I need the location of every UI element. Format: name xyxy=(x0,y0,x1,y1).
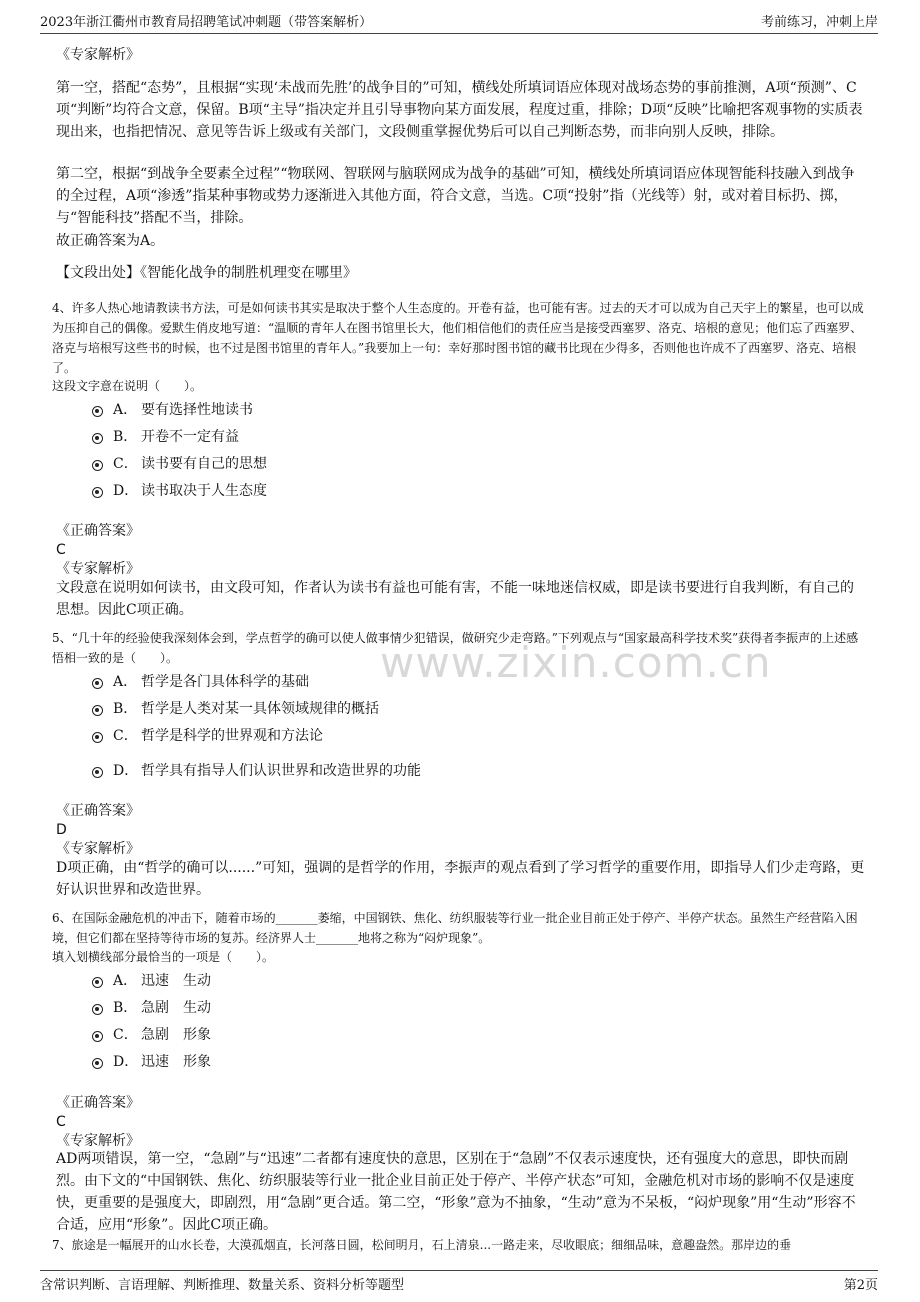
q3-source: 【文段出处】《智能化战争的制胜机理变在哪里》 xyxy=(56,265,357,281)
q7-stem: 7、旅途是一幅展开的山水长卷，大漠孤烟直，长河落日圆，松间明月，石上清泉...一路走来，尽收眼底；细细品味，意趣盎然。那岸边的垂 xyxy=(52,1238,792,1252)
page-footer xyxy=(40,1270,878,1293)
radio-icon[interactable] xyxy=(92,732,103,743)
radio-icon[interactable] xyxy=(92,767,103,778)
q6-ask: 填入划横线部分最恰当的一项是（ ）。 xyxy=(52,950,275,964)
header-title: 2023年浙江衢州市教育局招聘笔试冲刺题（带答案解析） xyxy=(40,15,373,30)
page-header xyxy=(40,8,878,34)
q6-stem: 6、在国际金融危机的冲击下，随着市场的_______萎缩，中国钢铁、焦化、纺织服装等行业一批企业目前正处于停产、半停产状态。虽然生产经营陷入困境，但它们都在坚持等待市场的复苏。经济界人士_______地将之称为“闷炉现象”。 xyxy=(52,911,858,945)
q6-option-b[interactable]: B． 急剧 生动 xyxy=(92,997,211,1017)
q5-analysis: D项正确，由“哲学的确可以......”可知，强调的是哲学的作用，李振声的观点看到了学习哲学的重要作用，即指导人们少走弯路，更好认识世界和改造世界。 xyxy=(56,860,865,898)
radio-icon[interactable] xyxy=(92,1031,103,1042)
q5-stem: 5、“几十年的经验使我深刻体会到，学点哲学的确可以使人做事情少犯错误，做研究少走弯路。”下列观点与“国家最高科学技术奖”获得者李振声的上述感悟相一致的是（ ）。 xyxy=(52,631,859,665)
q4-stem: 4、许多人热心地请教读书方法，可是如何读书其实是取决于整个人生态度的。开卷有益，也可能有害。过去的天才可以成为自己天宇上的繁星，也可以成为压抑自己的偶像。爱默生俏皮地写道：“温顺的青年人在图书馆里长大，他们相信他们的责任应当是接受西塞罗、洛克、培根的意见；他们忘了西塞罗、洛克与培根写这些书的时候，也不过是图书馆里的青年人。”我要加上一句：幸好那时图书馆的藏书比现在少得多，否则他也许成不了西塞罗、洛克、培根了。 xyxy=(52,301,864,375)
radio-icon[interactable] xyxy=(92,678,103,689)
q3-analysis-para1: 第一空，搭配“态势”，且根据“实现‘未战而先胜’的战争目的”可知，横线处所填词语应体现对战场态势的事前推测，A项“预测”、C项“判断”均符合文意，保留。B项“主导”指决定并且引导事物向某方面发展，程度过重，排除；D项“反映”比喻把客观事物的实质表现出来，也指把情况、意见等告诉上级或有关部门，文段侧重掌握优势后可以自己判断态势，而非向别人反映，排除。 xyxy=(56,80,863,140)
q4-option-a[interactable]: A． 要有选择性地读书 xyxy=(92,399,253,419)
q6-expert-heading: 《专家解析》 xyxy=(56,1133,140,1149)
radio-icon[interactable] xyxy=(92,705,103,716)
q4-expert-heading: 《专家解析》 xyxy=(56,561,140,577)
q5-option-c[interactable]: C． 哲学是科学的世界观和方法论 xyxy=(92,725,323,745)
q3-analysis-para2: 第二空，根据“到战争全要素全过程”“物联网、智联网与脑联网成为战争的基础”可知，横线处所填词语应体现智能科技融入到战争的全过程，A项“渗透”指某种事物或势力逐渐进入其他方面，符合文意，当选。C项“投射”指（光线等）射，或对着目标扔、掷，与“智能科技”搭配不当，排除。 xyxy=(56,166,855,226)
q5-answer: D xyxy=(56,822,67,838)
q6-analysis: AD两项错误，第一空，“急剧”与“迅速”二者都有速度快的意思，区别在于“急剧”不仅表示速度快，还有强度大的意思，即快而剧烈。由下文的“中国钢铁、焦化、纺织服装等行业一批企业目前正处于停产、半停产状态”可知，金融危机对市场的影响不仅是速度快，更重要的是强度大，即剧烈，用“急剧”更合适。第二空，“形象”意为不抽象，“生动”意为不呆板，“闷炉现象”用“生动”形容不合适，应用“形象”。因此C项正确。 xyxy=(56,1151,856,1233)
radio-icon[interactable] xyxy=(92,1004,103,1015)
q3-expert-heading: 《专家解析》 xyxy=(56,47,140,63)
radio-icon[interactable] xyxy=(92,460,103,471)
q5-option-b[interactable]: B． 哲学是人类对某一具体领域规律的概括 xyxy=(92,698,379,718)
header-slogan: 考前练习，冲刺上岸 xyxy=(760,15,878,30)
radio-icon[interactable] xyxy=(92,406,103,417)
q4-analysis: 文段意在说明如何读书，由文段可知，作者认为读书有益也可能有害，不能一味地迷信权威，即是读书要进行自我判断，有自己的思想。因此C项正确。 xyxy=(56,580,854,618)
q4-ask: 这段文字意在说明（ ）。 xyxy=(52,379,203,393)
q5-option-a[interactable]: A． 哲学是各门具体科学的基础 xyxy=(92,671,309,691)
radio-icon[interactable] xyxy=(92,977,103,988)
q3-conclusion: 故正确答案为A。 xyxy=(56,233,165,249)
watermark: www.zixin.com.cn xyxy=(380,638,772,687)
q6-option-d[interactable]: D． 迅速 形象 xyxy=(92,1051,211,1071)
page-number: 第2页 xyxy=(843,1278,878,1293)
footer-note: 含常识判断、言语理解、判断推理、数量关系、资料分析等题型 xyxy=(40,1278,405,1293)
radio-icon[interactable] xyxy=(92,1058,103,1069)
q4-option-b[interactable]: B． 开卷不一定有益 xyxy=(92,426,239,446)
radio-icon[interactable] xyxy=(92,433,103,444)
q5-option-d[interactable]: D． 哲学具有指导人们认识世界和改造世界的功能 xyxy=(92,760,421,780)
q6-answer: C xyxy=(56,1114,66,1130)
q4-option-c[interactable]: C． 读书要有自己的思想 xyxy=(92,453,267,473)
q5-expert-heading: 《专家解析》 xyxy=(56,841,140,857)
q6-option-c[interactable]: C． 急剧 形象 xyxy=(92,1024,211,1044)
q4-answer: C xyxy=(56,542,66,558)
q4-option-d[interactable]: D． 读书取决于人生态度 xyxy=(92,480,267,500)
q5-answer-heading: 《正确答案》 xyxy=(56,803,140,819)
q6-option-a[interactable]: A． 迅速 生动 xyxy=(92,970,211,990)
radio-icon[interactable] xyxy=(92,487,103,498)
q6-answer-heading: 《正确答案》 xyxy=(56,1095,140,1111)
q4-answer-heading: 《正确答案》 xyxy=(56,523,140,539)
